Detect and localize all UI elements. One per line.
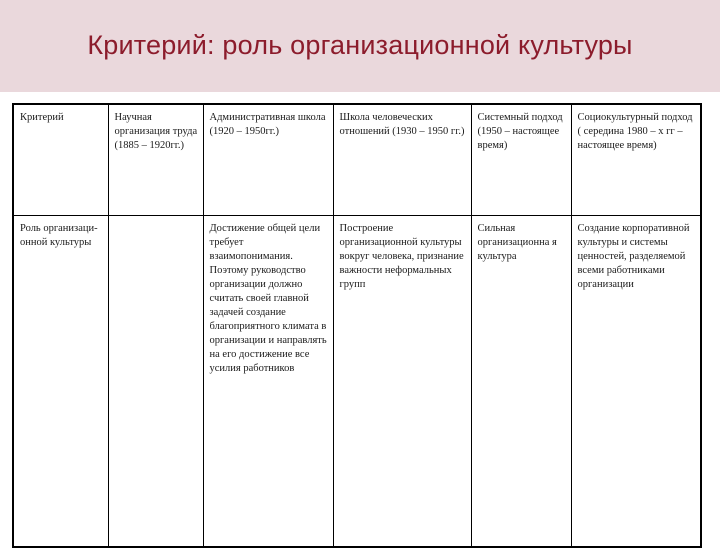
cell-administrative-school: Достижение общей цели требует взаимопонимания. Поэтому руководство организации должно считать своей главной задачей создание благоприятного климата в организации и направлять на его достижение все усилия работников: [203, 216, 333, 548]
cell-sociocultural-approach: Создание корпоративной культуры и системы ценностей, разделяемой всеми работниками организации: [571, 216, 701, 548]
header-human-relations-school: Школа человеческих отношений (1930 – 1950 гг.): [333, 104, 471, 216]
cell-scientific-management: [108, 216, 203, 548]
cell-systems-approach: Сильная организационна я культура: [471, 216, 571, 548]
cell-human-relations-school: Построение организационной культуры вокруг человека, признание важности неформальных групп: [333, 216, 471, 548]
table-header-row: [13, 104, 701, 216]
header-scientific-management: Научная организация труда (1885 – 1920гг.): [108, 104, 203, 216]
criteria-table: [12, 103, 702, 548]
header-systems-approach: Системный подход (1950 – настоящее время): [471, 104, 571, 216]
slide-title: Критерий: роль организационной культуры: [87, 30, 633, 60]
row-criterion-label: Роль организаци-онной культуры: [13, 216, 108, 548]
header-criterion: Критерий: [13, 104, 108, 216]
header-administrative-school: Административная школа (1920 – 1950гг.): [203, 104, 333, 216]
table-row: [13, 216, 701, 548]
header-sociocultural-approach: Социокультурный подход ( середина 1980 – х гг – настоящее время): [571, 104, 701, 216]
